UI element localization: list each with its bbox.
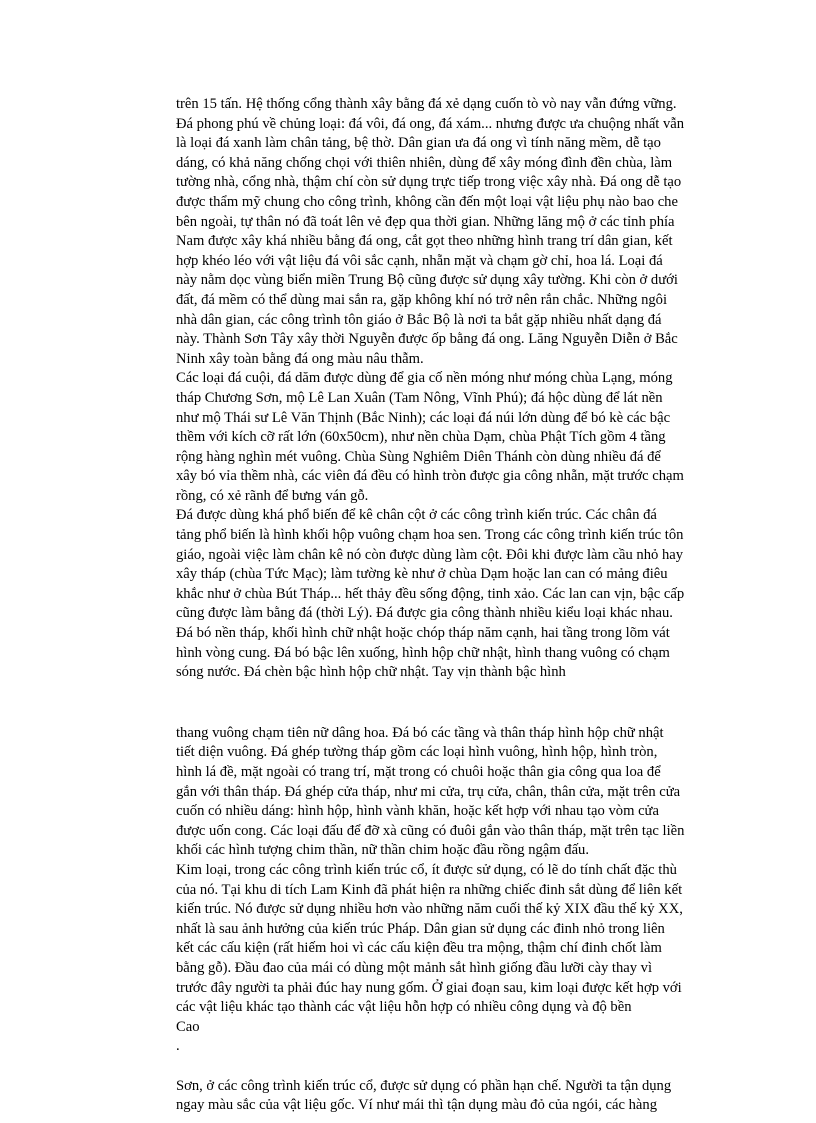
text-line: này nằm dọc vùng biển miền Trung Bộ cũng được sử dụng xây tường. Khi còn ở dưới	[176, 272, 678, 289]
text-line: kết các cấu kiện (rất hiếm hoi vì các cấu kiện đều tra mộng, thậm chí đinh chốt làm	[176, 940, 662, 957]
text-line: khối các hình tượng chim thần, nữ thần chim hoặc đầu rồng ngậm đấu.	[176, 842, 590, 859]
paragraph-metal	[176, 861, 762, 1037]
text-line: hình lá đề, mặt ngoài có trang trí, mặt trong có chuôi hoặc thân gia công qua loa để	[176, 764, 661, 780]
blank-line	[176, 1057, 762, 1077]
text-line: cuốn có nhiều dáng: hình hộp, hình vành khăn, hoặc kết hợp với nhau tạo vòm cửa	[176, 803, 659, 820]
text-line: hình vòng cung. Đá bó bậc lên xuống, hình hộp chữ nhật, hình thang vuông có chạm	[176, 644, 670, 661]
stray-period	[176, 1037, 762, 1057]
text-line: các vật liệu khác tạo thành các vật liệu hỗn hợp có nhiều công dụng và độ bền	[176, 999, 632, 1016]
text-line: Đá phong phú về chủng loại: đá vôi, đá ong, đá xám... nhưng được ưa chuộng nhất vẫn	[176, 115, 685, 132]
text-line: ngay màu sắc của vật liệu gốc. Ví như mái thì tận dụng màu đỏ của ngói, các hàng	[176, 1097, 657, 1114]
text-line: gắn với thân tháp. Đá ghép cửa tháp, như mi cửa, trụ cửa, chân, thân cửa, mặt trên cửa	[176, 783, 681, 800]
text-line: sóng nước. Đá chèn bậc hình hộp chữ nhật. Tay vịn thành bậc hình	[176, 664, 566, 681]
text-line: đất, đá mềm có thể dùng mai sắn ra, gặp không khí nó trở nên rắn chắc. Những ngôi	[176, 291, 668, 308]
text-line: tháp Chương Sơn, mộ Lê Lan Xuân (Tam Nông, Vĩnh Phú); đá hộc dùng để lát nền	[176, 389, 663, 406]
text-line: Ninh xây toàn bằng đá ong màu nâu thẫm.	[176, 350, 424, 367]
text-line: giáo, ngoài việc làm chân kê nó còn được dùng làm cột. Đôi khi được làm cầu nhỏ hay	[176, 546, 684, 563]
text-line: tường nhà, cổng nhà, thậm chí còn sử dụng trực tiếp trong việc xây nhà. Đá ong dễ tạo	[176, 174, 682, 191]
text-line: Nam được xây khá nhiều bằng đá ong, cắt gọt theo những hình trang trí dân gian, kết	[176, 233, 673, 250]
text-line: của nó. Tại khu di tích Lam Kinh đã phát hiện ra những chiếc đinh sắt dùng để liên kết	[176, 881, 683, 898]
text-line: xây tháp (chùa Tức Mạc); làm tường kè như ở chùa Dạm hoặc lan can có mảng điêu	[176, 566, 668, 583]
text-line: rồng, có xẻ rãnh để bưng ván gỗ.	[176, 487, 369, 504]
text-line: kiến trúc. Nó được sử dụng nhiều hơn vào những năm cuối thế kỷ XIX đầu thế kỷ XX,	[176, 901, 683, 918]
text-line: tảng phổ biến là hình khối hộp vuông chạm hoa sen. Trong các công trình kiến trúc tôn	[176, 527, 684, 544]
paragraph-column-bases	[176, 506, 762, 682]
text-line: tiết diện vuông. Đá ghép tường tháp gồm các loại hình vuông, hình hộp, hình tròn,	[176, 744, 658, 761]
paragraph-gravel-stones	[176, 369, 762, 506]
text-line: trước đây người ta phải đúc hay nung gốm. Ở giai đoạn sau, kim loại được kết hợp với	[176, 979, 682, 996]
text-line: Đá được dùng khá phổ biến để kê chân cột ở các công trình kiến trúc. Các chân đá	[176, 507, 657, 524]
text-line: này. Thành Sơn Tây xây thời Nguyễn được ốp bằng đá ong. Lăng Nguyễn Diễn ở Bắc	[176, 331, 678, 348]
text-line: xây bó vỉa thềm nhà, các viên đá đều có hình tròn được gia công nhẵn, mặt trước chạm	[176, 468, 684, 485]
text-line: dáng, có khả năng chống chọi với thiên nhiên, dùng để xây móng đình đền chùa, làm	[176, 154, 673, 171]
text-line: Đá bó nền tháp, khối hình chữ nhật hoặc chóp tháp năm cạnh, hai tầng trong lõm vát	[176, 625, 670, 642]
text-line: được uốn cong. Các loại đấu để đỡ xà cũng có đuôi gắn vào thân tháp, mặt trên tạc liền	[176, 822, 685, 839]
text-line: hợp khéo léo với vật liệu đá vôi sắc cạnh, nhẵn mặt và chạm gờ chỉ, hoa lá. Loại đá	[176, 252, 663, 269]
text-line: Cao	[176, 1018, 200, 1035]
text-line: Kim loại, trong các công trình kiến trúc cổ, ít được sử dụng, có lẽ do tính chất đặc thù	[176, 861, 677, 878]
text-line: nhà dân gian, các công trình tôn giáo ở Bắc Bộ là nơi ta bắt gặp nhiều nhất dạng đá	[176, 311, 662, 328]
text-line: rộng hàng nghìn mét vuông. Chùa Sùng Nghiêm Diên Thánh còn dùng nhiều đá để	[176, 448, 661, 465]
text-line: thềm với kích cỡ rất lớn (60x50cm), như nền chùa Dạm, chùa Phật Tích gồm 4 tầng	[176, 429, 666, 446]
text-line: như mộ Thái sư Lê Văn Thịnh (Bắc Ninh); các loại đá núi lớn dùng để bó kè các bậc	[176, 409, 671, 426]
text-line: được thẩm mỹ chung cho công trình, không cần đến một loại vật liệu phụ nào bao che	[176, 193, 678, 210]
text-line: cũng được làm bằng đá (thời Lý). Đá được gia công thành nhiều kiểu loại khác nhau.	[176, 605, 673, 622]
text-line: Sơn, ở các công trình kiến trúc cổ, được sử dụng có phần hạn chế. Người ta tận dụng	[176, 1077, 672, 1094]
text-line: là loại đá xanh làm chân tảng, bệ thờ. Dân gian ưa đá ong vì tính năng mềm, dễ tạo	[176, 135, 661, 152]
text-line: bên ngoài, tự thân nó đã toát lên vẻ đẹp qua thời gian. Những lăng mộ ở các tỉnh phía	[176, 213, 675, 230]
text-line: thang vuông chạm tiên nữ dâng hoa. Đá bó các tầng và thân tháp hình hộp chữ nhật	[176, 724, 664, 741]
paragraph-tower-stones	[176, 724, 762, 861]
text-line: .	[176, 1038, 180, 1055]
text-line: khắc như ở chùa Bút Tháp... hết thảy đều sống động, tinh xảo. Các lan can vịn, bậc cấp	[176, 585, 685, 602]
paragraph-stone-types	[176, 95, 762, 369]
paragraph-paint	[176, 1077, 762, 1116]
text-line: trên 15 tấn. Hệ thống cổng thành xây bằng đá xẻ dạng cuốn tò vò nay vẫn đứng vững.	[176, 96, 677, 112]
text-line: Các loại đá cuội, đá dăm được dùng để gia cố nền móng như móng chùa Lạng, móng	[176, 370, 673, 387]
document-page	[176, 95, 762, 1116]
text-line: nhất là sau ảnh hưởng của kiến trúc Pháp. Dân gian sử dụng các đinh nhỏ trong liên	[176, 920, 665, 937]
text-line: bằng gỗ). Đầu đao của mái có dùng một mảnh sắt hình giống đầu lưỡi cày thay vì	[176, 959, 653, 976]
page-break-gap	[176, 683, 762, 724]
